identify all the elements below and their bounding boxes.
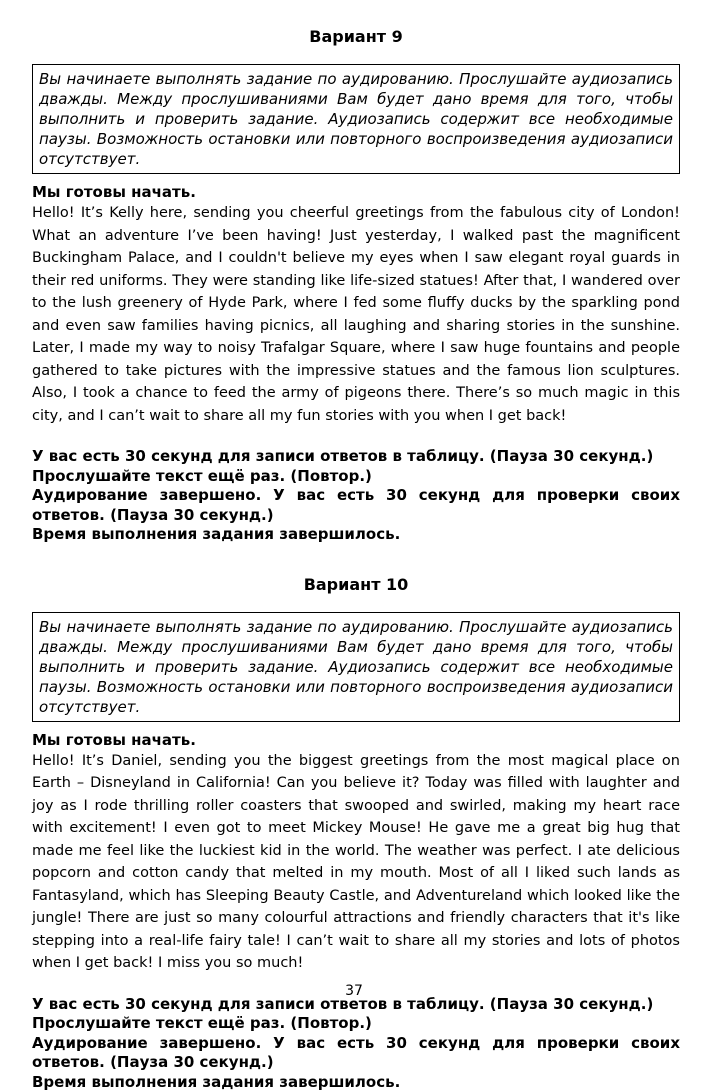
variant-10-end-instruction: Время выполнения задания завершилось. (32, 1073, 680, 1092)
variant-10-pause-instruction: У вас есть 30 секунд для записи ответов в таблицу. (Пауза 30 секунд.) (32, 995, 680, 1015)
variant-10-repeat-instruction: Прослушайте текст ещё раз. (Повтор.) (32, 1014, 680, 1034)
variant-10-ready-line: Мы готовы начать. (32, 730, 680, 750)
variant-9-end-instruction: Время выполнения задания завершилось. (32, 525, 680, 545)
variant-10-section (32, 574, 680, 1092)
section-spacer (32, 545, 680, 574)
variant-10-finished-instruction: Аудирование завершено. У вас есть 30 секунд для проверки своих ответов. (Пауза 30 секунд.) (32, 1034, 680, 1073)
variant-10-title: Вариант 10 (32, 574, 680, 596)
variant-9-repeat-instruction: Прослушайте текст ещё раз. (Повтор.) (32, 467, 680, 487)
variant-10-listening-text: Hello! It’s Daniel, sending you the biggest greetings from the most magical place on Earth – Disneyland in California! Can you believe it? Today was filled with laughter and joy as I rode thrilling roller coasters that swooped and swirled, making my heart race with excitement! I even got to meet Mickey Mouse! He gave me a great big hug that made me feel like the luckiest kid in the world. The weather was perfect. I ate delicious popcorn and cotton candy that melted in my mouth. Most of all I liked such lands as Fantasyland, which has Sleeping Beauty Castle, and Adventureland which looked like the jungle! There are just so many colourful attractions and friendly characters that it's like stepping into a real-life fairy tale! I can’t wait to share all my stories and lots of photos when I get back! I miss you so much! (32, 750, 680, 975)
variant-9-ready-line: Мы готовы начать. (32, 182, 680, 202)
document-page (32, 26, 680, 1092)
variant-9-section (32, 26, 680, 545)
variant-9-pause-instruction: У вас есть 30 секунд для записи ответов в таблицу. (Пауза 30 секунд.) (32, 447, 680, 467)
page-number: 37 (0, 982, 708, 1000)
variant-9-directions (32, 447, 680, 545)
variant-10-directions (32, 995, 680, 1092)
variant-9-listening-text: Hello! It’s Kelly here, sending you cheerful greetings from the fabulous city of London! What an adventure I’ve been having! Just yesterday, I walked past the magnificent Buckingham Palace, and I couldn't believe my eyes when I saw elegant royal guards in their red uniforms. They were standing like life-sized statues! After that, I wandered over to the lush greenery of Hyde Park, where I fed some fluffy ducks by the sparkling pond and even saw families having picnics, all laughing and sharing stories in the sunshine. Later, I made my way to noisy Trafalgar Square, where I saw huge fountains and people gathered to take pictures with the impressive statues and the famous lion sculptures. Also, I took a chance to feed the army of pigeons there. There’s so much magic in this city, and I can’t wait to share all my fun stories with you when I get back! (32, 202, 680, 427)
variant-9-title: Вариант 9 (32, 26, 680, 48)
variant-9-finished-instruction: Аудирование завершено. У вас есть 30 секунд для проверки своих ответов. (Пауза 30 секунд.) (32, 486, 680, 525)
variant-10-instruction-box: Вы начинаете выполнять задание по аудированию. Прослушайте аудиозапись дважды. Между прослушиваниями Вам будет дано время для того, чтобы выполнить и проверить задание. Аудиозапись содержит все необходимые паузы. Возможность остановки или повторного воспроизведения аудиозаписи отсутствует. (32, 612, 680, 722)
variant-9-instruction-box: Вы начинаете выполнять задание по аудированию. Прослушайте аудиозапись дважды. Между прослушиваниями Вам будет дано время для того, чтобы выполнить и проверить задание. Аудиозапись содержит все необходимые паузы. Возможность остановки или повторного воспроизведения аудиозаписи отсутствует. (32, 64, 680, 174)
